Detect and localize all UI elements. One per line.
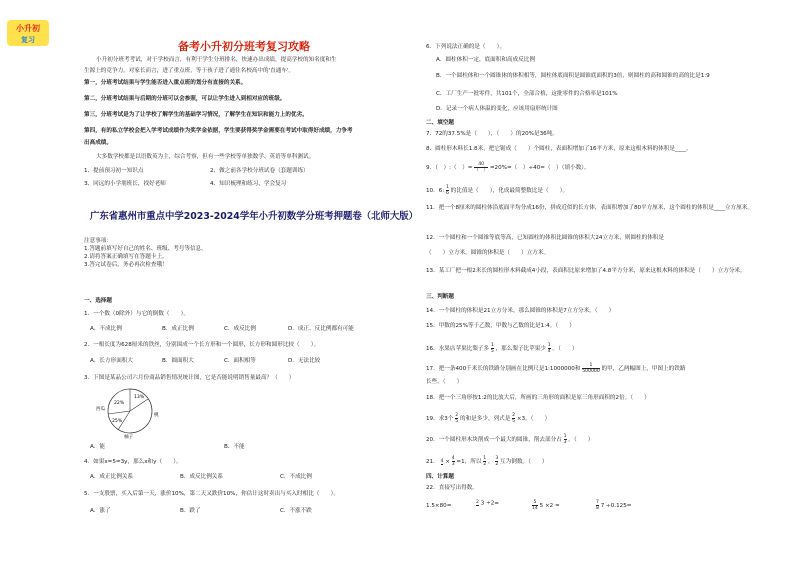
pie-label: 柚子: [124, 435, 134, 440]
intro-line: 第三，分班考试是为了让学校了解学生的基础学习情况，了解学生在知识和能力上的优劣。: [84, 112, 308, 118]
q19-text: 的和是多少，列式是: [459, 416, 511, 422]
question: 12．一个圆柱和一个圆锥等底等高，已知圆柱的体积比圆锥的体积大24立方米，则圆柱的体积是: [426, 235, 664, 241]
option: A．圆柱体积一定，底面积和高成反比例: [436, 57, 535, 63]
numerator: 1: [582, 363, 600, 369]
option: C．面积相等: [224, 358, 256, 364]
note-item: 2.请将答案正确填写在答题卡上。: [84, 254, 168, 260]
exam-title: 广东省惠州市重点中学2023-2024学年小升初数学分班考押题卷（北师大版）: [90, 211, 418, 222]
q9-text: =20%=（ ）÷40=（ ）（填小数）。: [489, 165, 590, 171]
pie-label: 25%: [112, 419, 123, 424]
fraction: [483, 456, 486, 467]
fraction: [582, 363, 600, 374]
question: 11．把一个8厘米的圆柱体沿底面平均分成16份，拼成近似的长方体，表面积增加了80平方厘米，这个圆柱的体积是____立方厘米。: [426, 205, 753, 211]
tip-item: 3、同远的小学朋班长，找好老师: [84, 181, 166, 187]
numerator: 5: [533, 500, 537, 505]
denominator: 5: [455, 419, 459, 424]
section-heading: 一、选择题: [84, 298, 112, 304]
intro-line: 小升初分班考考试，对于学校而言，有利于学生分班排名，快速办出成绩，提高学校的知名度和生: [96, 57, 337, 63]
q21-text: ×: [445, 459, 450, 465]
pie-label: 13%: [134, 395, 145, 400]
question: 长些。（ ）: [426, 379, 463, 385]
calc-item: [532, 500, 560, 511]
option: B．成正比例: [162, 326, 194, 332]
q10-text: 10．6:: [426, 188, 445, 194]
denominator: 6: [445, 191, 449, 196]
question: 13．某工厂把一根2米长的圆柱形木料截成4小段，表面积比原来增加了4.8平方分米，原来这根木料的体积是（ ）立方分米。: [426, 268, 746, 274]
brand-logo: [6, 18, 50, 48]
question: 5．一支股票，买入后第一天，涨价10%，第二天又跌价10%，你估计这时卖出与买入时相比（ ）。: [84, 491, 339, 497]
numerator: 40: [474, 162, 488, 168]
question: 6．下列说法正确的是（ ）。: [426, 44, 506, 50]
q21-text: =1，所以: [456, 459, 482, 465]
fraction: [495, 456, 498, 467]
fraction: [512, 413, 515, 424]
question: 3．下图是某品公司六月份商品销售情况统计图，它是否能说明销售量最高？（ ）: [84, 375, 295, 381]
numerator: 1: [563, 434, 567, 439]
intro-line: 大多数学校都是以语数英为主，综合考察，但有一些学校等单独数学、英语等单科测试。: [96, 154, 315, 160]
q10-text: 的比值是（ ），化成最简整数比是（ ）。: [450, 188, 569, 194]
q16-text: ，那么梨子比苹果少: [495, 346, 546, 352]
numerator: 2: [476, 500, 479, 505]
question: [426, 434, 593, 445]
fraction: [446, 185, 449, 196]
option: B．圆面积大: [162, 358, 194, 364]
intro-line: 第四，有的私立学校会把入学考试成绩作为奖学金依据，学生要获得奖学金需要在考试中取得好成绩，力争考: [84, 128, 353, 134]
numerator: 4: [451, 456, 455, 461]
denominator: 500000: [582, 369, 600, 374]
question: [426, 363, 685, 374]
option: C．不涨不跌: [280, 508, 312, 514]
denominator: （ ）: [474, 168, 489, 173]
pie-label: 西瓜: [96, 407, 106, 412]
q19-text: 19．求3个: [426, 416, 454, 422]
question: 22．直接写出得数。: [426, 485, 478, 491]
q20-text: 。（ ）: [568, 437, 594, 443]
question: 8．圆柱形木料长1.8米，把它锯成（ ）个圆柱，表面积增加了16平方米，原来这根木料的体积是____。: [426, 146, 692, 152]
calc-item: [596, 500, 631, 511]
question: 7．72的37.5%是（ ），（ ）的20%是36吨。: [426, 131, 558, 137]
option: A．长方形面积大: [90, 358, 133, 364]
numerator: 1: [445, 185, 449, 190]
fraction: [532, 500, 538, 511]
notes-title: 注意事项：: [84, 238, 112, 244]
option: B．成反比例关系: [180, 474, 223, 480]
option: A．成正比例关系: [90, 474, 133, 480]
tip-item: 4、知识梳理和练习，学会复习: [210, 181, 287, 187]
denominator: 5: [512, 419, 516, 424]
option: C．不成比例: [280, 474, 312, 480]
calc-text: 5 ×2 =: [539, 503, 560, 509]
denominator: 14: [532, 506, 538, 511]
q19-text: ×3。（ ）: [516, 416, 551, 422]
q16-text: 。（ ）: [552, 346, 578, 352]
q21-text: ，: [487, 459, 494, 465]
question: [426, 413, 550, 424]
calc-text: 7 ÷0.125=: [600, 503, 632, 509]
denominator: 5: [490, 349, 494, 354]
option: B．不能: [224, 444, 245, 450]
pie-label: 桃: [154, 413, 159, 418]
numerator: 4: [440, 458, 444, 464]
option: D．无法比较: [288, 358, 321, 364]
question: 15．甲数的25%等于乙数，甲数与乙数的比是1:4。（ ）: [426, 323, 575, 329]
option: B．一个圆柱体和一个圆锥体的体积相等，圆柱体底面积是圆锥底面积的3倍，则圆柱的高和圆锥的高的比是1:9: [436, 73, 710, 79]
q21-text: 21．: [426, 459, 439, 465]
question: 4．如果x=5=3y，那么x和y（ ）。: [84, 459, 182, 465]
fraction: [455, 413, 458, 424]
note-item: 3.答完试卷后，务必再次检查哦！: [84, 262, 168, 268]
calc-item: [476, 500, 499, 508]
option: D．成正、反比例都有可能: [288, 326, 354, 332]
option: D．记录一个病人体温的变化，应该用扇形统计图: [436, 106, 558, 112]
denominator: 4: [547, 349, 551, 354]
denominator: 8: [596, 506, 599, 511]
denominator: 3: [563, 440, 567, 445]
option: C．成反比例: [224, 326, 256, 332]
tip-item: 2、做之前各学校分班试卷（套题训练）: [210, 168, 309, 174]
question: [426, 162, 590, 173]
question: [426, 456, 548, 467]
intro-line: 生源上的竞争力。对家长而言，进了重点班，等于孩子进了通往名校高中的'直通车'。: [84, 68, 295, 74]
numerator: 1: [547, 343, 551, 348]
note-item: 1.答题前填写好自己的姓名、班级、考号等信息。: [84, 246, 207, 252]
q9-text: 9．（ ）:（ ）=: [426, 165, 473, 171]
fraction: [564, 434, 567, 445]
question: 1．一个数（0除外）与它的倒数（ ）。: [84, 311, 190, 317]
fraction: [476, 500, 479, 506]
q20-text: 20．一个圆柱形木块削成一个最大的圆锥，削去部分占: [426, 437, 562, 443]
intro-line: 第一，分班考试结果与学生能否进入重点班的划分有直接的关系。: [84, 80, 247, 86]
q21-text: 互为倒数。（ ）: [500, 459, 548, 465]
page-title: 备考小升初分班考复习攻略: [178, 40, 310, 53]
option: A．涨了: [90, 508, 111, 514]
pie-chart: [96, 384, 166, 440]
fraction: [474, 162, 488, 173]
option: A．不成比例: [90, 326, 122, 332]
numerator: 2: [455, 413, 459, 418]
denominator: 3: [451, 462, 455, 467]
option: B．跌了: [180, 508, 201, 514]
svg-text:复习: 复习: [21, 36, 35, 44]
tip-item: 1、提前预习初一知识点: [84, 168, 144, 174]
question: 14．一个圆柱的体积是21立方分米，那么圆锥的体积是7立方分米。（ ）: [426, 308, 615, 314]
fraction: [452, 456, 455, 467]
fraction: [548, 343, 551, 354]
calc-item: 1.5×80=: [426, 503, 452, 509]
fraction: [596, 500, 599, 511]
q16-text: 16．水果店苹果比梨子多: [426, 346, 490, 352]
q17-text: 17．把一条400千米长的铁路分别画在比例尺是1:1000000和: [426, 366, 581, 372]
section-heading: 二、填空题: [426, 120, 454, 126]
question: （ ）立方米，圆锥的体积是（ ）立方米。: [426, 250, 550, 256]
q17-text: 的甲，乙两幅图上，甲图上的铁路: [601, 366, 686, 372]
numerator: 7: [596, 500, 599, 505]
question: 2．一根长度为628厘米的铁丝，分别围成一个长方形和一个圆形，长方形和圆形比较（ ）。: [84, 342, 320, 348]
option: A．能: [90, 444, 106, 450]
denominator: 2: [483, 462, 487, 467]
denominator: 2: [495, 462, 499, 467]
numerator: 3: [495, 456, 499, 461]
pie-label: 22%: [114, 401, 125, 406]
fraction: [491, 343, 494, 354]
fraction: [441, 459, 444, 465]
svg-text:小升初: 小升初: [16, 24, 40, 33]
intro-line: 第二，分班考试结果与后期的分班可以会参照，可以让学生进入到相对应的班级。: [84, 96, 286, 102]
option: C．工厂生产一批零件，共101个，全部合格，这批零件的合格率是101%: [436, 91, 618, 97]
calc-text: 3 ÷2=: [480, 500, 499, 507]
numerator: 1: [490, 343, 494, 348]
section-heading: 四、计算题: [426, 474, 454, 480]
section-heading: 三、判断题: [426, 294, 454, 300]
intro-line: 出高成绩。: [84, 140, 112, 146]
question: 18．把一个三角形按1:2的比放大后，所画的三角形的面积是原三角形面积的2倍。（ ）: [426, 395, 650, 401]
question: [426, 343, 578, 354]
question: [426, 185, 568, 196]
numerator: 2: [512, 413, 516, 418]
numerator: 1: [483, 456, 487, 461]
